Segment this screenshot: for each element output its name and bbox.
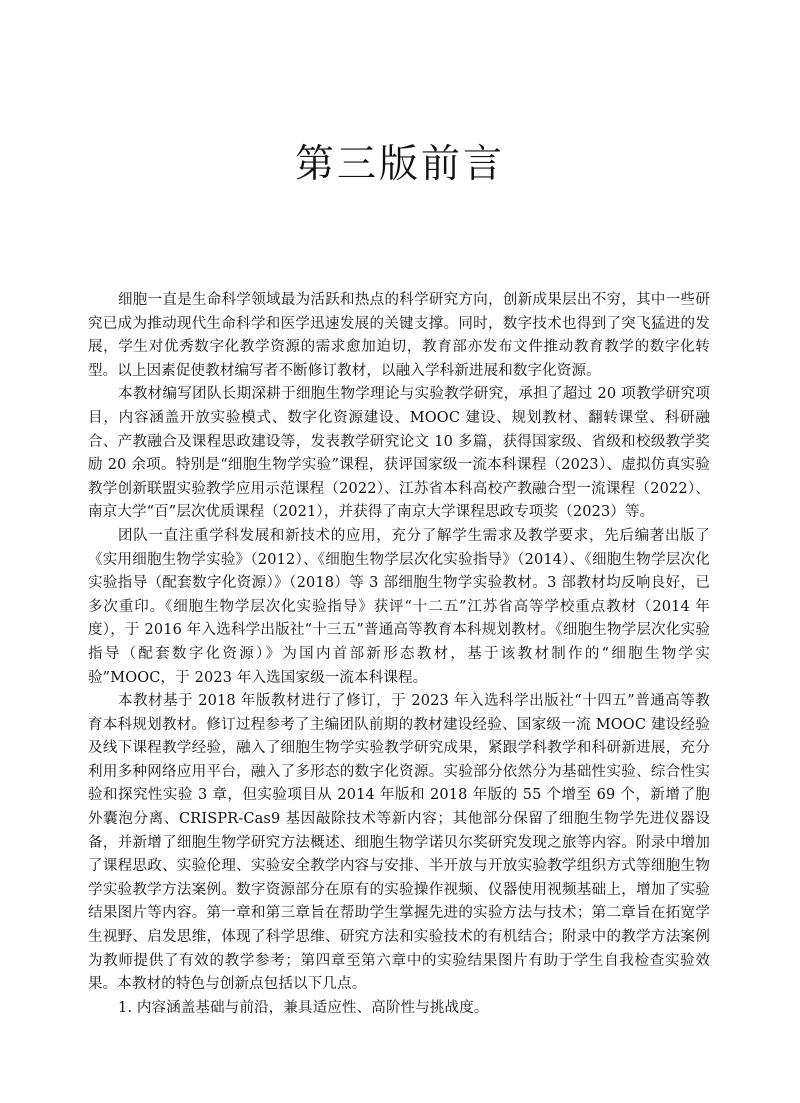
- preface-body: [88, 289, 710, 1020]
- list-item-1: 1. 内容涵盖基础与前沿，兼具适应性、高阶性与挑战度。: [118, 999, 489, 1016]
- paragraph-1: 细胞一直是生命科学领域最为活跃和热点的科学研究方向，创新成果层出不穷，其中一些研究已成为推动现代生命科学和医学迅速发展的关键支撑。同时，数字技术也得到了突飞猛进的发展，学生对优秀数字化教学资源的需求愈加迫切，教育部亦发布文件推动教育教学的数字化转型。以上因素促使教材编写者不断修订教材，以融入学科新进展和数字化资源。: [88, 292, 710, 379]
- paragraph-2: 本教材编写团队长期深耕于细胞生物学理论与实验教学研究，承担了超过 20 项教学研究项目，内容涵盖开放实验模式、数字化资源建设、MOOC 建设、规划教材、翻转课堂、科研融合、产教融合及课程思政建设等，发表教学研究论文 10 多篇，获得国家级、省级和校级教学奖励 20 余项。特别是“细胞生物学实验”课程，获评国家级一流本科课程（2023）、虚拟仿真实验教学创新联盟实验教学应用示范课程（2022）、江苏省本科高校产教融合型一流课程（2022）、南京大学“百”层次优质课程（2021），并获得了南京大学课程思政专项奖（2023）等。: [88, 386, 710, 521]
- paragraph-4: 本教材基于 2018 年版教材进行了修订，于 2023 年入选科学出版社“十四五”普通高等教育本科规划教材。修订过程参考了主编团队前期的教材建设经验、国家级一流 MOOC 建设经验及线下课程教学经验，融入了细胞生物学实验教学研究成果，紧跟学科教学和科研新进展，充分利用多种网络应用平台，融入了多形态的数字化资源。实验部分依然分为基础性实验、综合性实验和探究性实验 3 章，但实验项目从 2014 年版和 2018 年版的 55 个增至 69 个，新增了胞外囊泡分离、CRISPR-Cas9 基因敲除技术等新内容；其他部分保留了细胞生物学先进仪器设备，并新增了细胞生物学研究方法概述、细胞生物学诺贝尔奖研究发现之旅等内容。附录中增加了课程思政、实验伦理、实验安全教学内容与安排、半开放与开放实验教学组织方式等细胞生物学实验教学方法案例。数字资源部分在原有的实验操作视频、仪器使用视频基础上，增加了实验结果图片等内容。第一章和第三章旨在帮助学生掌握先进的实验方法与技术；第二章旨在拓宽学生视野、启发思维，体现了科学思维、研究方法和实验技术的有机结合；附录中的教学方法案例为教师提供了有效的教学参考；第四章至第六章中的实验结果图片有助于学生自我检查实验效果。本教材的特色与创新点包括以下几点。: [88, 693, 710, 993]
- page-title: 第三版前言: [294, 142, 505, 187]
- paragraph-3: 团队一直注重学科发展和新技术的应用，充分了解学生需求及教学要求，先后编著出版了《实用细胞生物学实验》（2012）、《细胞生物学层次化实验指导》（2014）、《细胞生物学层次化实验指导（配套数字化资源）》（2018）等 3 部细胞生物学实验教材。3 部教材均反响良好，已多次重印。《细胞生物学层次化实验指导》获评“十二五”江苏省高等学校重点教材（2014 年度），于 2016 年入选科学出版社“十三五”普通高等教育本科规划教材。《细胞生物学层次化实验指导（配套数字化资源）》为国内首部新形态教材，基于该教材制作的“细胞生物学实验”MOOC，于 2023 年入选国家级一流本科课程。: [88, 527, 710, 686]
